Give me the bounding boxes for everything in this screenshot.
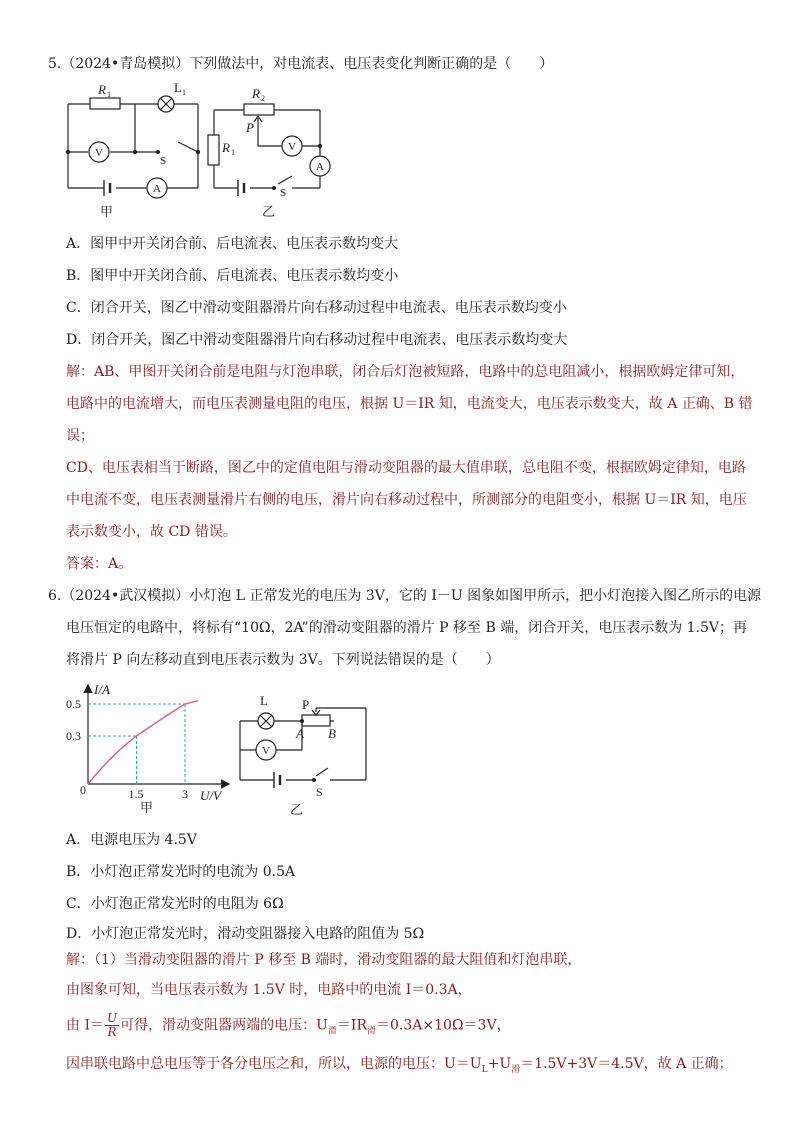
q6-option-d: D．小灯泡正常发光时，滑动变阻器接入电路的阻值为 5Ω [66,926,425,942]
q5-figure-yi [200,80,345,220]
q6-a-label: A [296,726,304,741]
q6-sol-l4-end: ＝1.5V+3V＝4.5V，故 A 正确； [520,1056,733,1072]
y-tick-label: 0.5 [66,697,81,711]
q5-solution-line: 误； [66,428,94,444]
q5-option-b: B．图甲中开关闭合前、后电流表、电压表示数均变小 [66,268,399,284]
q5-answer: 答案：A。 [66,556,133,572]
subscript: 滑 [367,1026,377,1037]
q5-stem-text: （2024•青岛模拟）下列做法中，对电流表、电压表变化判断正确的是（ ） [61,56,554,72]
fraction-denominator: R [107,1025,117,1039]
y-tick-label: 0.3 [66,729,81,743]
x-tick-label: 3 [182,787,188,801]
q6-sol-l4-mid: +U [487,1056,512,1072]
q6-stem [48,586,762,606]
q5-solution-line: 电路中的电流增大，而电压表测量电阻的电压，根据 U＝IR 知，电流变大，电压表示数变大，故 A 正确、B 错 [66,396,753,412]
q5-jia-battery-icon [104,180,110,196]
q5-jia-caption: 甲 [100,204,114,219]
q6-stem-line: 电压恒定的电路中，将标有“10Ω，2A”的滑动变阻器的滑片 P 移至 B 端，闭合开关，电压表示数为 1.5V；再 [66,620,748,636]
q5-jia-a-label: A [153,183,161,195]
q6-stem-line: （2024•武汉模拟）小灯泡 L 正常发光的电压为 3V，它的 I－U 图象如图甲所示，把小灯泡接入图乙所示的电源 [61,588,762,604]
q5-jia-l1-label: L [174,80,182,95]
fraction [105,1012,119,1039]
q5-jia-lamp-icon [158,96,174,112]
q6-p-label: P [302,697,310,712]
q6-stem-line: 将滑片 P 向左移动直到电压表示数为 3V。下列说法错误的是（ ） [66,652,500,668]
q6-solution-formula [66,1012,754,1041]
q5-yi-battery-icon [238,180,244,196]
q6-yi-caption: 乙 [290,802,304,817]
q5-jia-s-label: S [160,155,167,167]
q5-yi-v-label: V [288,141,296,153]
q6-v-label: V [262,745,270,757]
q5-yi-slider-arrow-icon [254,116,262,128]
q5-yi-r1-sub: 1 [231,148,235,157]
q5-yi-caption: 乙 [262,204,276,219]
q5-solution-line: 中电流不变，电压表测量滑片右侧的电压，滑片向右移动过程中，所测部分的电阻变小，根据 U＝IR 知，电压 [66,492,747,508]
q5-jia-v-label: V [95,147,103,159]
q6-l-label: L [260,693,268,708]
q5-jia-l1-sub: 1 [182,88,186,97]
q6-solution-line: 由图象可知，当电压表示数为 1.5V 时，电路中的电流 I＝0.3A， [66,982,472,998]
q5-number: 5. [48,56,62,72]
q6-option-a: A．电源电压为 4.5V [66,832,197,848]
q5-yi-r2-resistor [244,104,274,115]
q6-slider-arrow-icon [312,708,320,715]
iu-curve [88,701,198,784]
q5-option-a: A．图甲中开关闭合前、后电流表、电压表示数均变大 [66,236,399,252]
q6-sol-post: 可得，滑动变阻器两端的电压：U [120,1017,328,1034]
q6-circuit-yi [230,688,390,818]
q6-option-b: B．小灯泡正常发光时的电流为 0.5A [66,864,296,880]
q5-solution-line: 解：AB、甲图开关闭合前是电阻与灯泡串联，闭合后灯泡被短路，电路中的总电阻减小，根据欧姆定律可知， [66,364,745,380]
q6-number: 6. [48,588,62,604]
q6-solution-line: 解：（1）当滑动变阻器的滑片 P 移至 B 端时，滑动变阻器的最大阻值和灯泡串联， [66,952,582,968]
q6-sol-end: ＝0.3A×10Ω＝3V， [376,1017,511,1034]
q5-jia-r1-resistor [90,98,120,109]
q6-iu-graph [60,676,245,826]
subscript: 滑 [327,1026,337,1037]
q5-yi-r1-label: R [222,140,230,155]
q5-yi-s-label: S [280,187,287,199]
q6-b-label: B [328,726,336,741]
q6-option-c: C．小灯泡正常发光时的电阻为 6Ω [66,896,284,912]
fraction-numerator: U [106,1011,118,1025]
q5-option-d: D．闭合开关，图乙中滑动变阻器滑片向右移动过程中电流表、电压表示数均变大 [66,332,568,348]
q6-s-label: S [316,785,323,799]
x-tick-label: 1.5 [128,787,144,801]
q5-yi-r2-sub: 2 [261,94,265,103]
q5-solution-line: 表示数变小，故 CD 错误。 [66,524,237,540]
graph-caption: 甲 [140,800,154,815]
q5-stem [48,54,754,74]
graph-ylabel: I/A [94,682,110,697]
q6-solution-line [66,1054,754,1080]
q5-figure-jia [60,80,210,220]
q5-yi-r1-resistor [208,135,219,165]
q6-battery-icon [274,772,280,788]
graph-origin: 0 [80,783,86,797]
graph-xlabel: U/V [200,788,221,803]
q5-yi-r2-label: R [252,86,260,101]
subscript: L [481,1064,488,1075]
q6-sol-pre: 由 I＝ [66,1017,104,1034]
q6-sol-mid: ＝IR [336,1017,368,1034]
q6-sol-l4-pre: 因串联电路中总电压等于各分电压之和，所以，电源的电压：U＝U [66,1056,482,1072]
subscript: 滑 [511,1064,521,1075]
q5-jia-r1-label: R [98,82,106,97]
q5-yi-a-label: A [316,161,324,173]
q5-yi-p-label: P [246,120,254,135]
q5-option-c: C．闭合开关，图乙中滑动变阻器滑片向右移动过程中电流表、电压表示数均变小 [66,300,567,316]
q5-jia-r1-sub: 1 [107,90,111,99]
q6-rheostat [302,715,330,726]
q5-solution-line: CD、电压表相当于断路，图乙中的定值电阻与滑动变阻器的最大值串联，总电阻不变，根据欧姆定律知，电路 [66,460,746,476]
q6-lamp-icon [258,713,274,729]
